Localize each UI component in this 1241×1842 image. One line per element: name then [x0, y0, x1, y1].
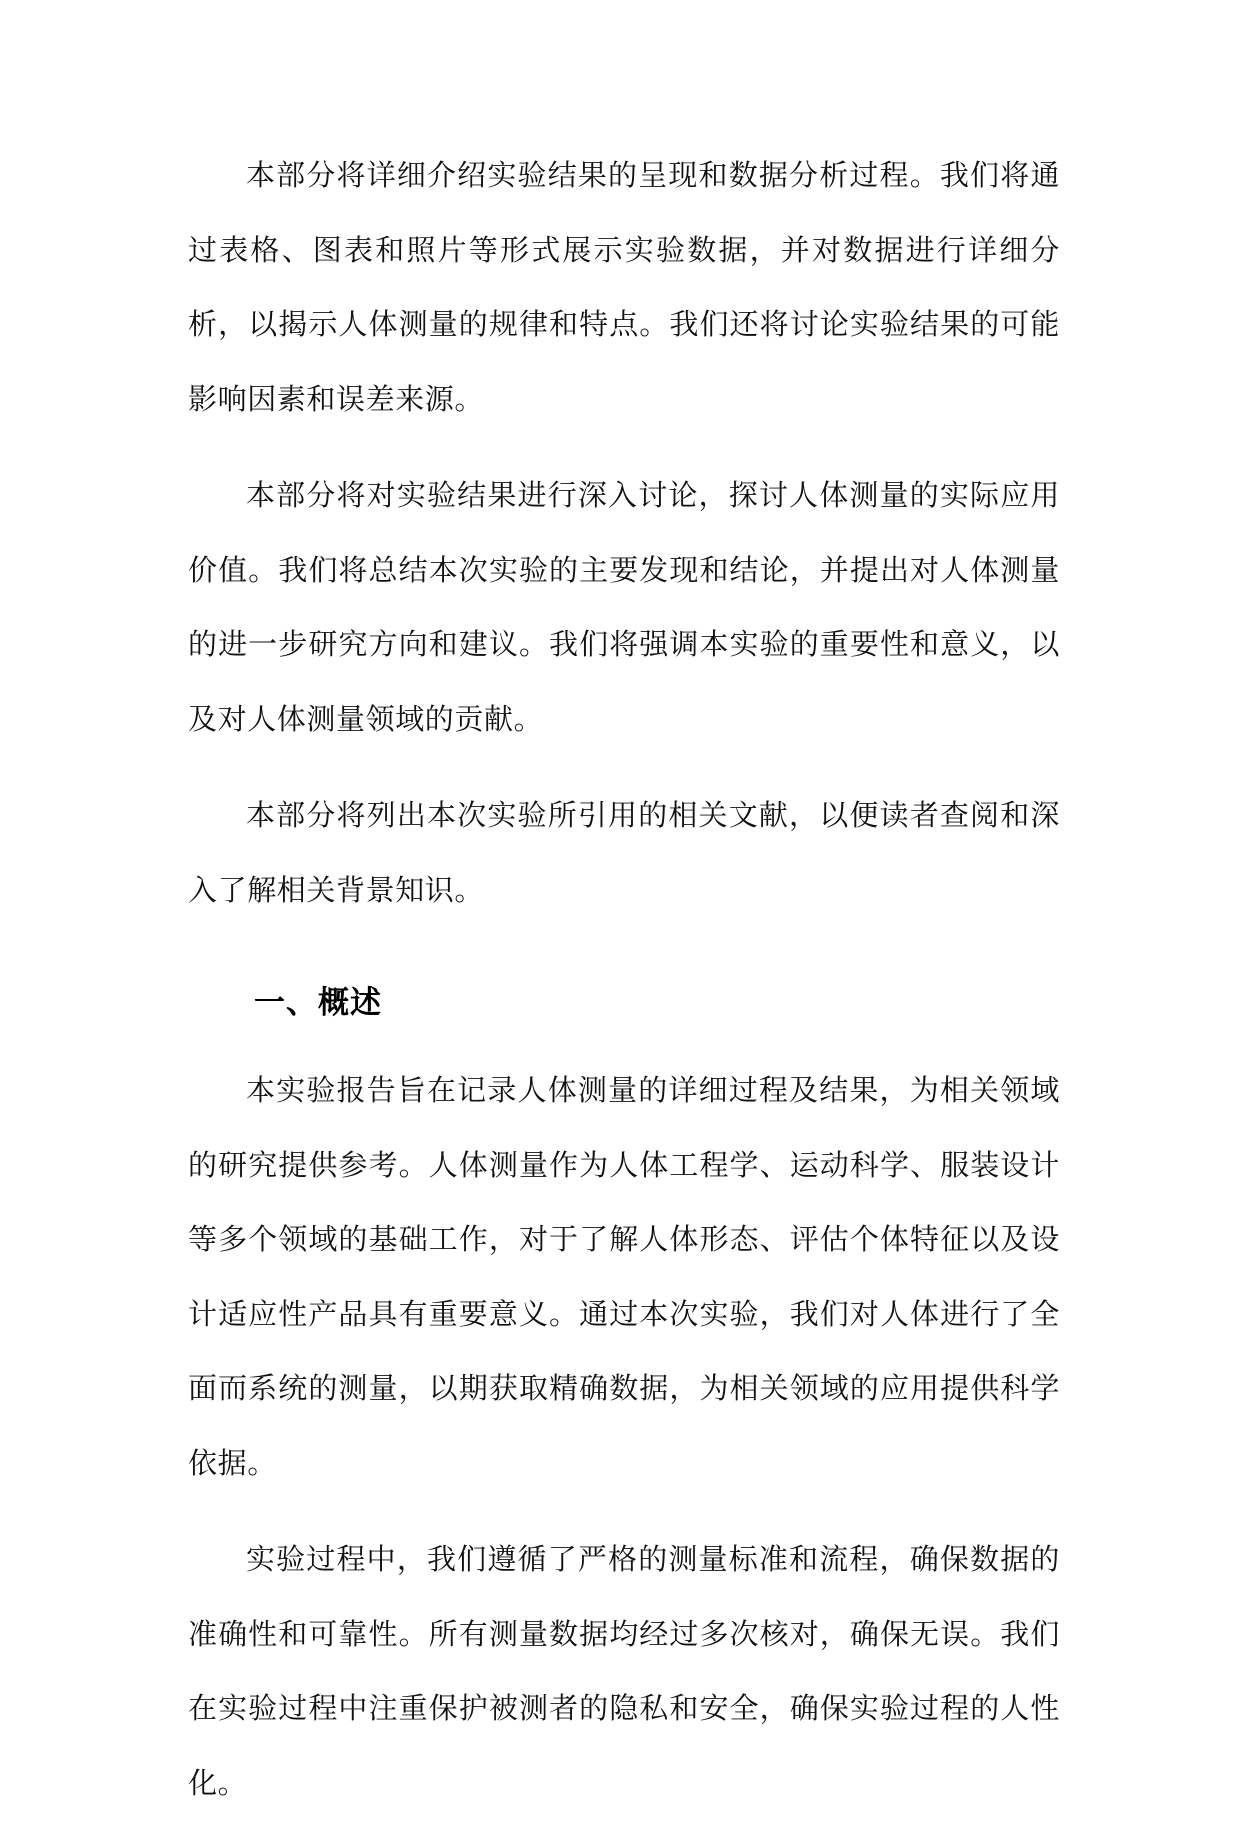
document-body: [188, 138, 1060, 1842]
overview-paragraph: 本实验报告旨在记录人体测量的详细过程及结果，为相关领域的研究提供参考。人体测量作为人体工程学、运动科学、服装设计等多个领域的基础工作，对于了解人体形态、评估个体特征以及设计适应性产品具有重要意义。通过本次实验，我们对人体进行了全面而系统的测量，以期获取精确数据，为相关领域的应用提供科学依据。: [188, 1073, 1060, 1480]
process-paragraph: 实验过程中，我们遵循了严格的测量标准和流程，确保数据的准确性和可靠性。所有测量数据均经过多次核对，确保无误。我们在实验过程中注重保护被测者的隐私和安全，确保实验过程的人性化。: [188, 1542, 1060, 1800]
results-paragraph: 本部分将详细介绍实验结果的呈现和数据分析过程。我们将通过表格、图表和照片等形式展示实验数据，并对数据进行详细分析，以揭示人体测量的规律和特点。我们还将讨论实验结果的可能影响因素和误差来源。: [188, 158, 1060, 416]
section-heading-overview: 一、概述: [254, 985, 382, 1021]
references-paragraph: 本部分将列出本次实验所引用的相关文献，以便读者查阅和深入了解相关背景知识。: [188, 798, 1060, 907]
discussion-paragraph: 本部分将对实验结果进行深入讨论，探讨人体测量的实际应用价值。我们将总结本次实验的主要发现和结论，并提出对人体测量的进一步研究方向和建议。我们将强调本实验的重要性和意义，以及对人体测量领域的贡献。: [188, 478, 1060, 736]
